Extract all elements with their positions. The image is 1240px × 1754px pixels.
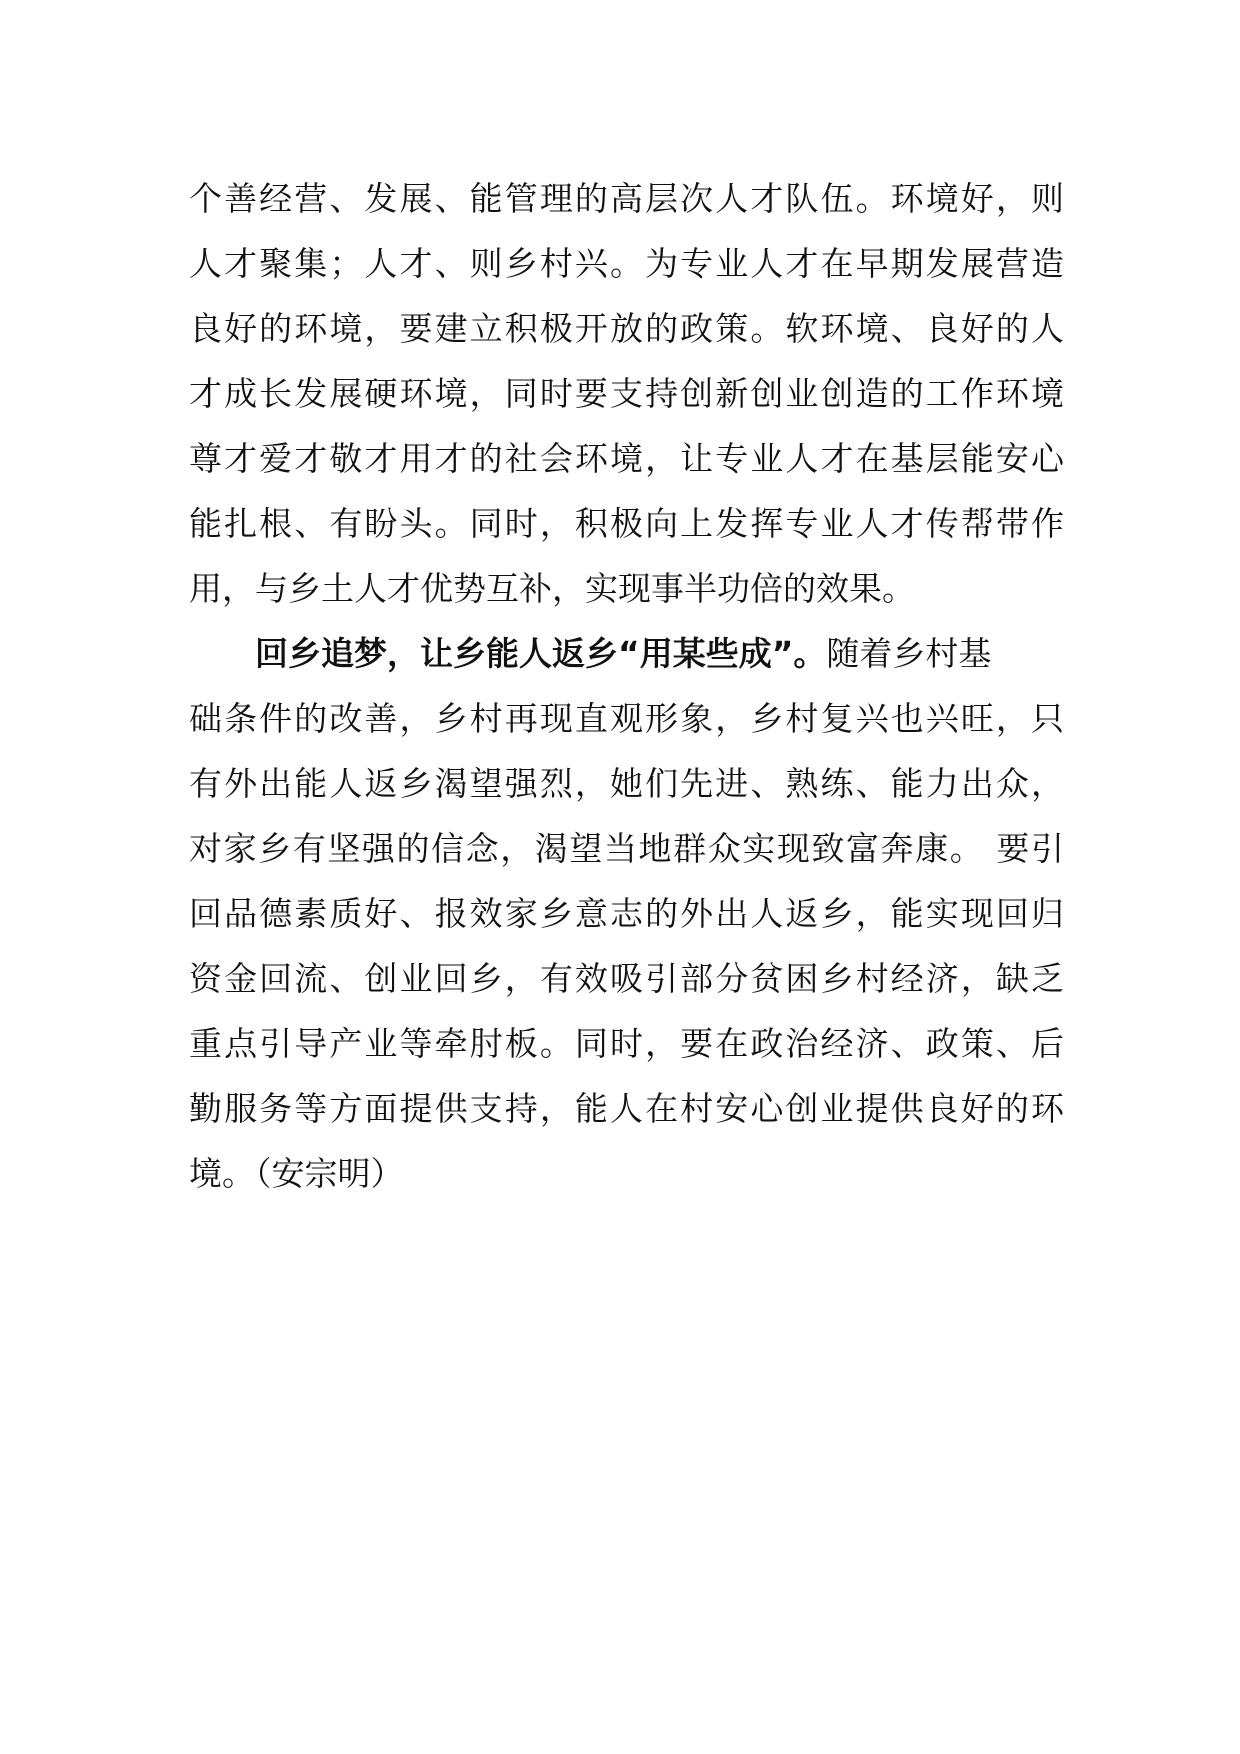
text-line: 勤服务等方面提供支持，能人在村安心创业提供良好的环 (189, 1089, 1064, 1128)
text-line: 重点引导产业等牵肘板。同时，要在政治经济、政策、后 (189, 1024, 1064, 1063)
text-line: 有外出能人返乡渴望强烈，她们先进、熟练、能力出众， (189, 764, 1064, 803)
paragraph-return-home (189, 621, 1064, 1206)
text-line: 能扎根、有盼头。同时，积极向上发挥专业人才传帮带作 (189, 504, 1064, 543)
paragraph-talent-environment (189, 166, 1064, 621)
text-line: 用，与乡土人才优势互补，实现事半功倍的效果。 (189, 569, 915, 608)
text-line: 尊才爱才敬才用才的社会环境，让专业人才在基层能安心 (189, 439, 1064, 478)
article-body (189, 166, 1064, 1206)
section-heading: 回乡追梦，让乡能人返乡“用某些成”。 (255, 634, 827, 673)
text-run: 随着乡村基 (826, 634, 992, 673)
text-line: 良好的环境，要建立积极开放的政策。软环境、良好的人 (189, 309, 1064, 348)
text-line: 人才聚集；人才、则乡村兴。为专业人才在早期发展营造 (189, 244, 1064, 283)
text-line: 资金回流、创业回乡，有效吸引部分贫困乡村经济，缺乏 (189, 959, 1064, 998)
text-line: 对家乡有坚强的信念，渴望当地群众实现致富奔康。 要引 (189, 829, 1064, 868)
text-line: 础条件的改善，乡村再现直观形象，乡村复兴也兴旺，只 (189, 699, 1064, 738)
text-line: 个善经营、发展、能管理的高层次人才队伍。环境好，则 (189, 179, 1064, 218)
text-line-author: 境。（安宗明） (189, 1154, 404, 1193)
text-line: 回品德素质好、报效家乡意志的外出人返乡，能实现回归 (189, 894, 1064, 933)
paragraph-first-line (189, 621, 1064, 686)
text-line: 才成长发展硬环境，同时要支持创新创业创造的工作环境 (189, 374, 1064, 413)
